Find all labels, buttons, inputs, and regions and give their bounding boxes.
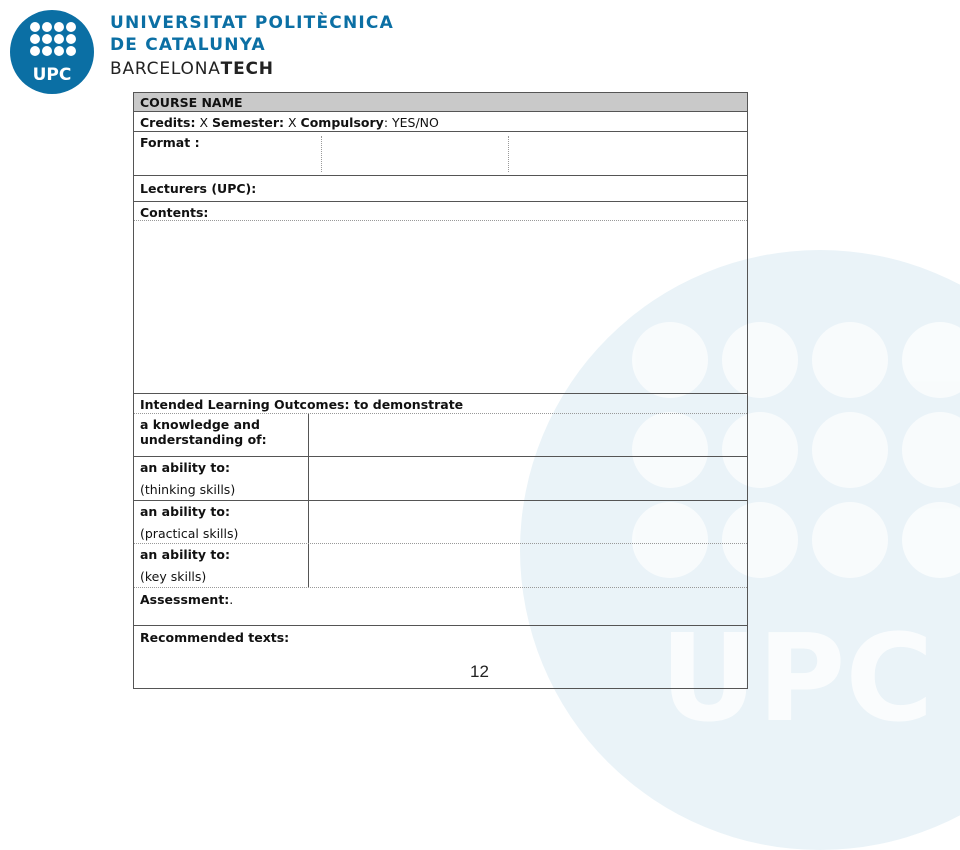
logo-text: UPC	[32, 65, 72, 85]
key-sub-label: (key skills)	[140, 569, 207, 584]
ilo-row	[134, 394, 747, 414]
ilo-label: Intended Learning Outcomes: to demonstrate	[140, 397, 464, 412]
upc-logo-icon	[10, 10, 94, 94]
credits-label: Credits:	[140, 115, 196, 130]
semester-value: X	[284, 115, 301, 130]
knowledge-row	[134, 414, 747, 457]
semester-label: Semester:	[211, 115, 285, 130]
university-name-line-1: UNIVERSITAT POLITÈCNICA	[110, 13, 394, 33]
page-number: 12	[470, 662, 489, 681]
format-cell-divider-2	[508, 136, 509, 172]
key-label: an ability to:	[140, 547, 230, 562]
practical-label: an ability to:	[140, 504, 230, 519]
recommended-texts-label: Recommended texts:	[140, 630, 290, 645]
contents-label: Contents:	[140, 205, 209, 220]
course-name-row	[134, 93, 747, 112]
watermark-text: UPC	[660, 610, 934, 749]
format-cell-divider-1	[321, 136, 322, 172]
course-form-table	[133, 92, 748, 689]
contents-row	[134, 202, 747, 221]
contents-body	[134, 221, 747, 394]
lecturers-label: Lecturers (UPC):	[140, 181, 257, 196]
lecturers-row	[134, 176, 747, 202]
format-row	[134, 132, 747, 176]
credits-line	[140, 115, 439, 130]
thinking-label: an ability to:	[140, 460, 230, 475]
credits-row	[134, 112, 747, 132]
university-name-line-2: DE CATALUNYA	[110, 35, 266, 55]
compulsory-label: Compulsory	[300, 115, 384, 130]
assessment-suffix: .	[229, 592, 234, 607]
barcelona-text: BARCELONA	[110, 59, 221, 79]
assessment-label: Assessment:	[140, 592, 230, 607]
practical-sub-label: (practical skills)	[140, 526, 239, 541]
knowledge-label-line-2: understanding of:	[140, 432, 267, 447]
knowledge-label	[140, 417, 267, 447]
course-name-label: COURSE NAME	[140, 95, 243, 110]
tech-text: TECH	[220, 59, 274, 79]
recommended-texts-row	[134, 626, 747, 690]
assessment-row	[134, 588, 747, 626]
assessment-line	[140, 592, 233, 607]
practical-skills-row	[134, 501, 747, 544]
compulsory-value: : YES/NO	[383, 115, 439, 130]
format-label: Format :	[140, 135, 200, 150]
key-skills-row	[134, 544, 747, 588]
thinking-sub-label: (thinking skills)	[140, 482, 236, 497]
thinking-skills-row	[134, 457, 747, 501]
university-name-line-3	[110, 59, 274, 79]
credits-value: X	[195, 115, 212, 130]
knowledge-label-line-1: a knowledge and	[140, 417, 260, 432]
